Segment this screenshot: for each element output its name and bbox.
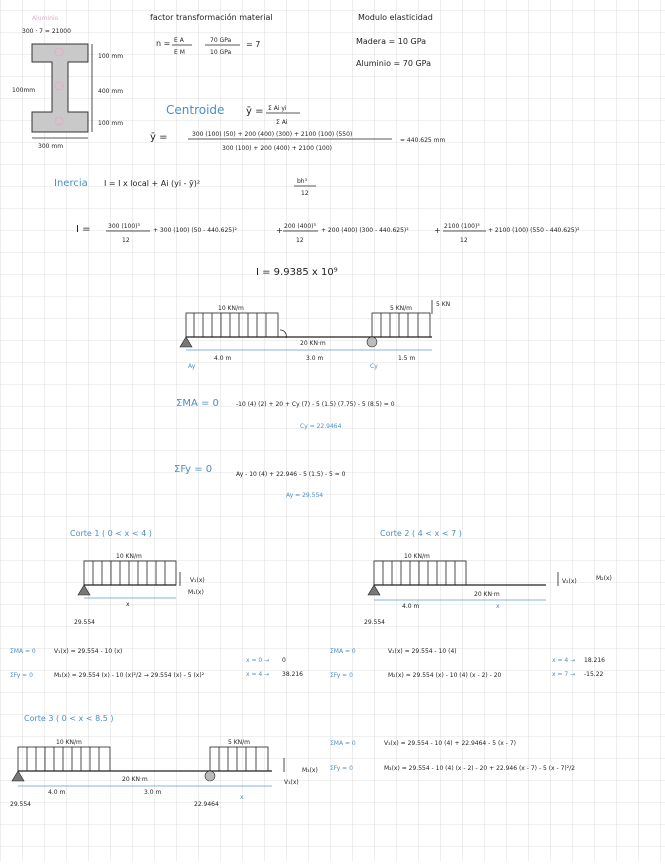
I-term1-num: 300 (100)³ — [108, 223, 140, 230]
cut1-x: x — [126, 601, 130, 608]
cut2-v: V₂(x) — [562, 578, 577, 585]
dim-top: 100 mm — [98, 53, 124, 60]
cut1-sum-f: ΣFy = 0 — [10, 672, 33, 679]
beam-span1: 4.0 m — [214, 355, 232, 362]
centroid-num-formula: Σ Ai yi — [268, 105, 287, 112]
I-term1-den: 12 — [122, 237, 130, 244]
modulus-wood: Madera = 10 GPa — [356, 37, 427, 46]
transform-title: factor transformación material — [150, 13, 273, 22]
dim-mid: 400 mm — [98, 88, 124, 95]
moment-eq: -10 (4) (2) + 20 + Cy (7) - 5 (1.5) (7.75) - 5 (8.5) = 0 — [236, 401, 395, 408]
ybar-lhs-1: ȳ = — [246, 106, 264, 117]
material-label: Aluminio — [32, 15, 59, 22]
n-den2: 10 GPa — [210, 49, 232, 56]
I-term2: + 300 (100) (50 - 440.625)² — [153, 227, 237, 234]
modulus-title: Modulo elasticidad — [358, 13, 433, 22]
ay-result: Ay = 29.554 — [286, 492, 324, 499]
cut3-x: x — [240, 794, 244, 801]
cut3-v-eq: V₃(x) = 29.554 - 10 (4) + 22.9464 - 5 (x - 7) — [384, 740, 516, 747]
cut2-m: M₂(x) — [596, 575, 612, 582]
I-term4: + 200 (400) (300 - 440.625)² — [321, 227, 409, 234]
cut2-reaction: 29.554 — [364, 619, 385, 626]
cut2-x7: x = 7 → — [552, 671, 576, 678]
roller-support-icon — [367, 337, 377, 347]
cut3-moment: 20 KN·m — [122, 776, 148, 783]
cut2-v-eq: V₂(x) = 29.554 - 10 (4) — [388, 648, 457, 655]
centroid-den-formula: Σ Ai — [276, 119, 288, 126]
beam-load1: 10 KN/m — [218, 305, 244, 312]
cut3-m: M₃(x) — [302, 767, 318, 774]
inertia-title: Inercia — [54, 178, 88, 189]
cut2-x4v: 18.216 — [584, 657, 605, 664]
centroid-result: = 440.625 mm — [400, 137, 446, 144]
bh3-den: 12 — [301, 190, 309, 197]
dim-left: 100mm — [12, 87, 36, 94]
cut2-x4: x = 4 → — [552, 657, 576, 664]
cut1-m: M₁(x) — [188, 589, 204, 596]
beam-point-load: 5 KN — [436, 301, 451, 308]
beam-moment: 20 KN·m — [300, 340, 326, 347]
beam-span3: 1.5 m — [398, 355, 416, 362]
cut3-title: Corte 3 ( 0 < x < 8.5 ) — [24, 714, 114, 723]
cut2-m-eq: M₂(x) = 29.554 (x) - 10 (4) (x - 2) - 20 — [388, 672, 502, 679]
dim-width: 300 mm — [38, 143, 64, 150]
cut3-sum-f: ΣFy = 0 — [330, 765, 353, 772]
cut1-x4v: 38.216 — [282, 671, 303, 678]
dim-bottom: 100 mm — [98, 120, 124, 127]
n-result: = 7 — [246, 40, 261, 49]
force-sum: ΣFy = 0 — [174, 464, 213, 475]
I-term3-num: 200 (400)³ — [284, 223, 316, 230]
cut1-title: Corte 1 ( 0 < x < 4 ) — [70, 529, 152, 538]
cut3-v: V₃(x) — [284, 779, 299, 786]
I-term5-den: 12 — [460, 237, 468, 244]
I-result: I = 9.9385 x 10⁹ — [256, 267, 338, 278]
cut3-load2: 5 KN/m — [228, 739, 251, 746]
cut2-span: 4.0 m — [402, 603, 420, 610]
cut3-m-eq: M₃(x) = 29.554 - 10 (4) (x - 2) - 20 + 22.946 (x - 7) - 5 (x - 7)²/2 — [384, 765, 575, 772]
cut1-x0: x = 0 → — [246, 657, 270, 664]
cut3-reaction2: 22.9464 — [194, 801, 219, 808]
cut3-sum-m: ΣMA = 0 — [330, 740, 356, 747]
cut1-sum-m: ΣMA = 0 — [10, 648, 36, 655]
cut1-v-eq: V₁(x) = 29.554 - 10 (x) — [54, 648, 123, 655]
cut3-span1: 4.0 m — [48, 789, 66, 796]
cut1-x0v: 0 — [282, 657, 286, 664]
moment-sum: ΣMA = 0 — [176, 398, 219, 409]
cut1-m-eq: M₁(x) = 29.554 (x) - 10 (x)²/2 → 29.554 (x) - 5 (x)² — [54, 672, 205, 679]
beam-span2: 3.0 m — [306, 355, 324, 362]
cut3-load1: 10 KN/m — [56, 739, 82, 746]
I-plus1: + — [276, 226, 283, 235]
cut3-span2: 3.0 m — [144, 789, 162, 796]
beam-cy: Cy — [370, 363, 378, 370]
I-term6: + 2100 (100) (550 - 440.625)² — [488, 227, 580, 234]
n-lhs: n = — [156, 39, 171, 48]
cut1-reaction: 29.554 — [74, 619, 95, 626]
beam-ay: Ay — [188, 363, 196, 370]
cut2-title: Corte 2 ( 4 < x < 7 ) — [380, 529, 462, 538]
section-inertia-note: 300 · 7 = 21000 — [22, 28, 71, 35]
bh3-num: bh³ — [297, 178, 308, 185]
centroid-numerator: 300 (100) (50) + 200 (400) (300) + 2100 (100) (550) — [192, 131, 353, 138]
cut3-roller-icon — [205, 771, 215, 781]
cut2-x: x — [496, 603, 500, 610]
cut2-load: 10 KN/m — [404, 553, 430, 560]
modulus-aluminum: Aluminio = 70 GPa — [356, 59, 432, 68]
I-plus2: + — [434, 226, 441, 235]
inertia-formula: I = I x local + Ai (yi - ȳ)² — [104, 179, 201, 188]
I-term5-num: 2100 (100)³ — [444, 223, 480, 230]
cut2-moment: 20 KN·m — [474, 591, 500, 598]
cut2-sum-m: ΣMA = 0 — [330, 648, 356, 655]
cut1-load: 10 KN/m — [116, 553, 142, 560]
cy-result: Cy = 22.9464 — [300, 423, 342, 430]
elastic-modulus — [356, 13, 433, 68]
centroid-title: Centroide — [166, 103, 225, 117]
centroid-denominator: 300 (100) + 200 (400) + 2100 (100) — [222, 145, 332, 152]
cut1-v: V₁(x) — [190, 577, 205, 584]
cut2-x7v: -15.22 — [584, 671, 604, 678]
I-lhs: I = — [76, 224, 91, 235]
cut3-reaction1: 29.554 — [10, 801, 31, 808]
n-num: E A — [174, 37, 184, 44]
n-den: E M — [174, 49, 185, 56]
cut1-x4: x = 4 → — [246, 671, 270, 678]
beam-load2: 5 KN/m — [390, 305, 413, 312]
ybar-lhs-2: ȳ = — [150, 132, 168, 143]
force-eq: Ay - 10 (4) + 22.946 - 5 (1.5) - 5 = 0 — [236, 471, 346, 478]
n-num2: 70 GPa — [210, 37, 232, 44]
I-term3-den: 12 — [296, 237, 304, 244]
cut2-sum-f: ΣFy = 0 — [330, 672, 353, 679]
